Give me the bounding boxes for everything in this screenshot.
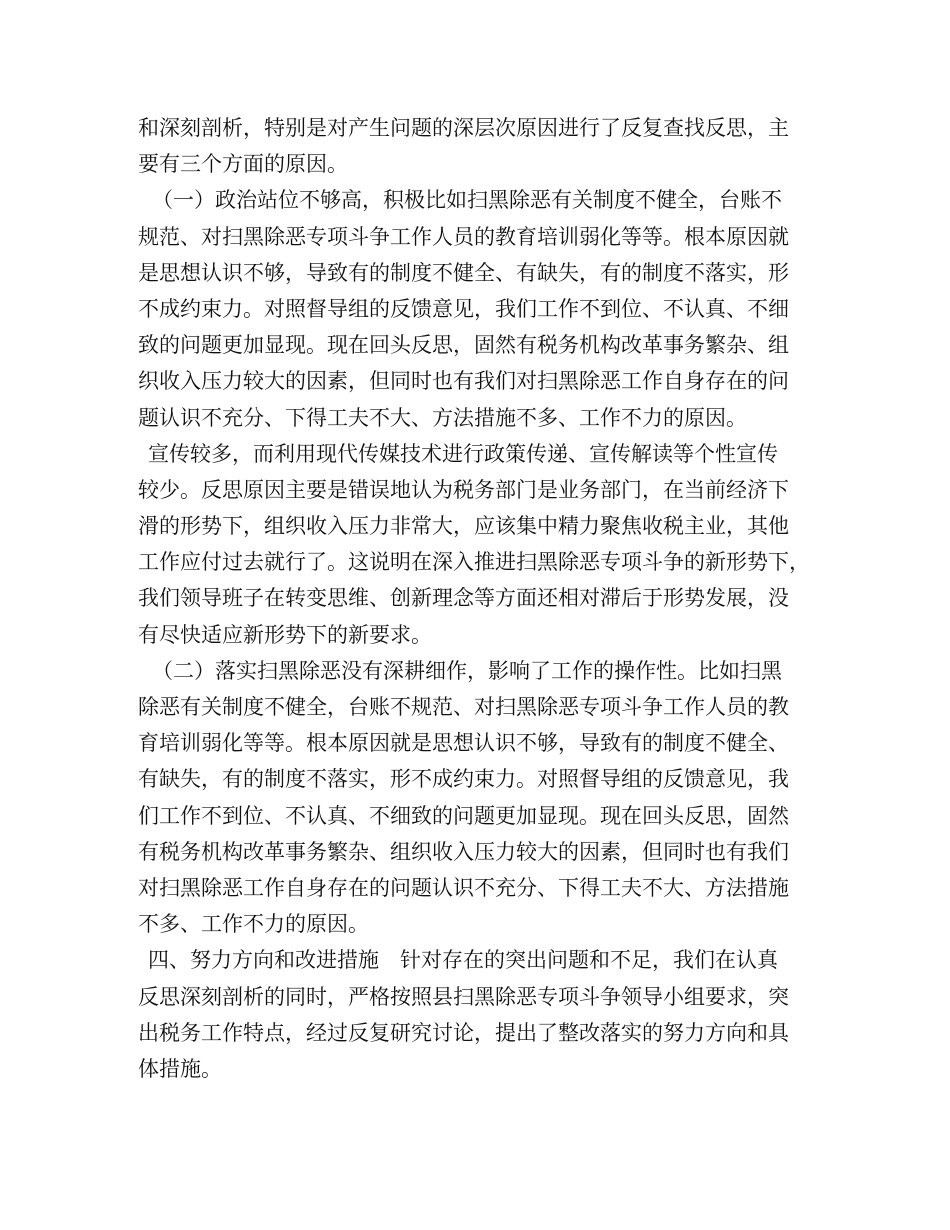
text-line: 们工作不到位、不认真、不细致的问题更加显现。现在回头反思，固然 bbox=[138, 803, 789, 828]
text-line: 有税务机构改革事务繁杂、组织收入压力较大的因素，但同时也有我们 bbox=[138, 839, 789, 864]
text-line: 题认识不充分、下得工夫不大、方法措施不多、工作不力的原因。 bbox=[138, 405, 747, 430]
text-line: 较少。反思原因主要是错误地认为税务部门是业务部门，在当前经济下 bbox=[138, 477, 789, 502]
paragraph-implementation bbox=[138, 653, 828, 943]
text-line: 致的问题更加显现。现在回头反思，固然有税务机构改革事务繁杂、组 bbox=[138, 333, 789, 358]
text-line: 是思想认识不够，导致有的制度不健全、有缺失，有的制度不落实，形 bbox=[138, 260, 789, 285]
text-line: （二）落实扫黑除恶没有深耕细作，影响了工作的操作性。比如扫黑 bbox=[152, 658, 782, 683]
paragraph-political-stance bbox=[138, 182, 828, 435]
text-line: 体措施。 bbox=[138, 1056, 222, 1081]
text-line: 反思深刻剖析的同时，严格按照县扫黑除恶专项斗争领导小组要求，突 bbox=[138, 984, 789, 1009]
text-line: 有缺失，有的制度不落实，形不成约束力。对照督导组的反馈意见，我 bbox=[138, 767, 789, 792]
text-line: 育培训弱化等等。根本原因就是思想认识不够，导致有的制度不健全、 bbox=[138, 731, 789, 756]
document-body bbox=[138, 110, 828, 1087]
text-line: 四、努力方向和改进措施 针对存在的突出问题和不足，我们在认真 bbox=[148, 948, 778, 973]
text-line: 除恶有关制度不健全，台账不规范、对扫黑除恶专项斗争工作人员的教 bbox=[138, 695, 789, 719]
text-line: 出税务工作特点，经过反复研究讨论，提出了整改落实的努力方向和具 bbox=[138, 1020, 789, 1045]
text-line: 不多、工作不力的原因。 bbox=[138, 912, 369, 937]
text-line: 工作应付过去就行了。这说明在深入推进扫黑除恶专项斗争的新形势下， bbox=[138, 550, 810, 575]
paragraph-improvement-measures bbox=[138, 942, 828, 1087]
paragraph-continuation bbox=[138, 110, 828, 182]
text-line: 和深刻剖析，特别是对产生问题的深层次原因进行了反复查找反思，主 bbox=[138, 116, 789, 140]
text-line: 我们领导班子在转变思维、创新理念等方面还相对滞后于形势发展，没 bbox=[138, 586, 789, 611]
paragraph-publicity bbox=[138, 436, 828, 653]
text-line: 对扫黑除恶工作自身存在的问题认识不充分、下得工夫不大、方法措施 bbox=[138, 875, 789, 900]
text-line: 规范、对扫黑除恶专项斗争工作人员的教育培训弱化等等。根本原因就 bbox=[138, 224, 789, 249]
text-line: 滑的形势下，组织收入压力非常大，应该集中精力聚焦收税主业，其他 bbox=[138, 514, 789, 539]
text-line: 要有三个方面的原因。 bbox=[138, 152, 348, 177]
text-line: 不成约束力。对照督导组的反馈意见，我们工作不到位、不认真、不细 bbox=[138, 296, 789, 321]
text-line: 织收入压力较大的因素，但同时也有我们对扫黑除恶工作自身存在的问 bbox=[138, 369, 789, 394]
text-line: （一）政治站位不够高，积极比如扫黑除恶有关制度不健全，台账不 bbox=[152, 188, 782, 213]
text-line: 有尽快适应新形势下的新要求。 bbox=[138, 622, 432, 647]
text-line: 宣传较多，而利用现代传媒技术进行政策传递、宣传解读等个性宣传 bbox=[148, 441, 778, 466]
